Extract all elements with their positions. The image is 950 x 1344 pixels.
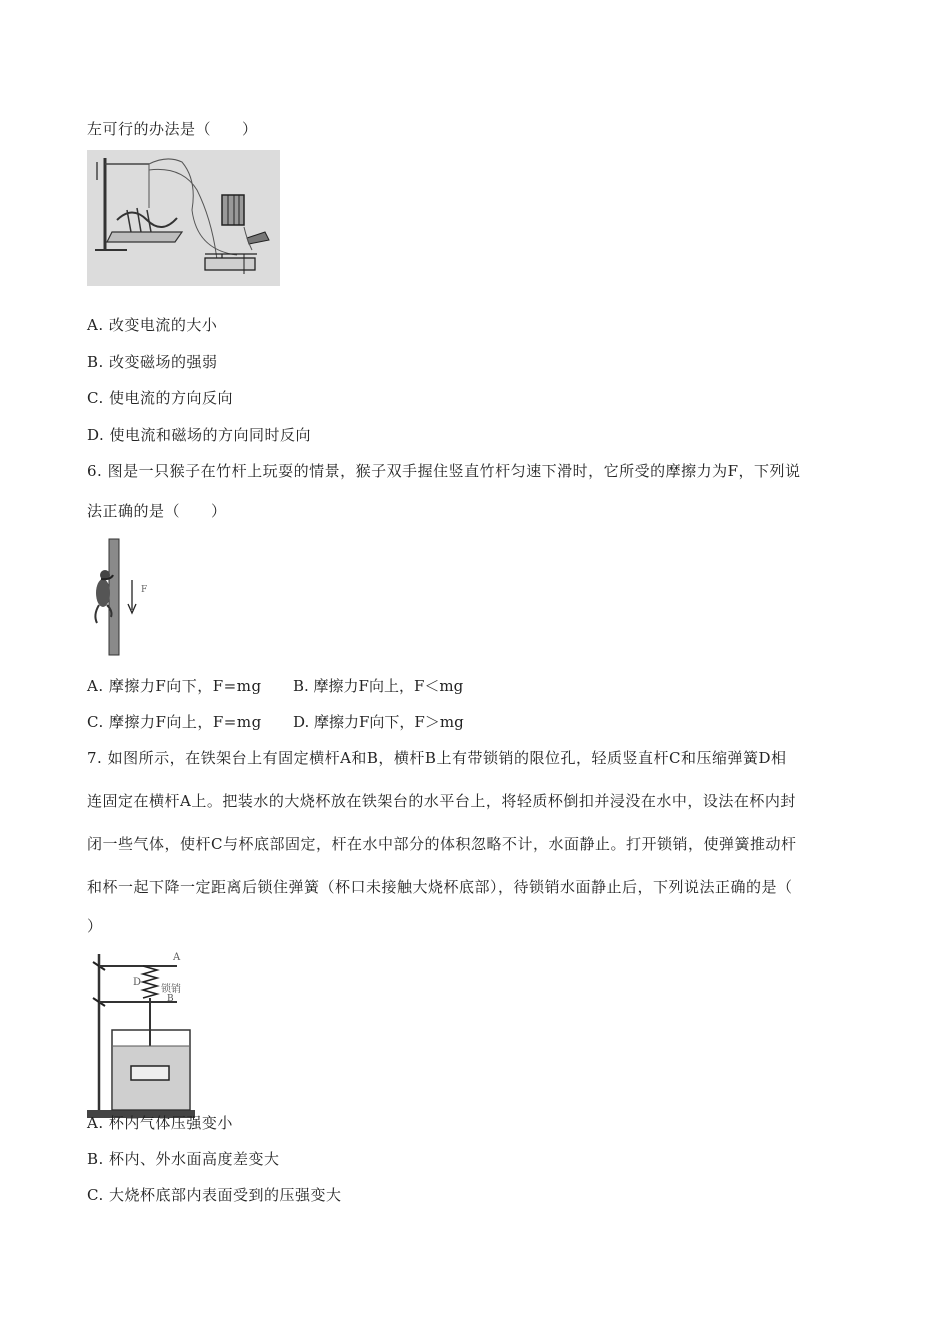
q6-option-b: B. 摩擦力F向上，F＜mg [293,677,464,695]
q7-option-c: C. 大烧杯底部内表面受到的压强变大 [87,1186,342,1204]
q7-stem-line-1: 7. 如图所示，在铁架台上有固定横杆A和B，横杆B上有带锁销的限位孔，轻质竖直杆C和压缩弹簧D相 [87,749,787,767]
q5-option-a: A. 改变电流的大小 [87,316,218,334]
q7-stem-line-5: ） [87,917,103,935]
q7-option-b: B. 杯内、外水面高度差变大 [87,1150,280,1168]
q6-stem-line-2: 法正确的是（ ） [87,502,227,520]
q5-option-b: B. 改变磁场的强弱 [87,353,218,371]
q5-figure-electromagnet-apparatus [87,150,280,290]
q7-option-a: A. 杯内气体压强变小 [87,1114,233,1132]
q7-figure-iron-stand-beaker [87,950,197,1126]
q7-figure-label-b: B [167,994,174,1004]
q7-figure-label-d: D [133,977,142,988]
q6-option-d: D. 摩擦力F向下，F＞mg [293,713,464,731]
q7-figure-label-a: A [173,952,181,963]
q6-figure-force-label: F [141,585,148,595]
q5-stem-tail: 左可行的办法是（ ） [87,120,258,138]
q7-stem-line-4: 和杯一起下降一定距离后锁住弹簧（杯口未接触大烧杯底部），待锁销水面静止后，下列说法正确的是（ [87,878,793,896]
q5-option-c: C. 使电流的方向反向 [87,389,233,407]
q6-stem-line-1: 6. 图是一只猴子在竹杆上玩耍的情景，猴子双手握住竖直竹杆匀速下滑时，它所受的摩擦力为F，下列说 [87,462,801,480]
q7-stem-line-2: 连固定在横杆A上。把装水的大烧杯放在铁架台的水平台上，将轻质杯倒扣并浸没在水中，设法在杯内封 [87,792,796,810]
q6-option-c: C. 摩擦力F向上，F=mg [87,713,262,731]
q7-stem-line-3: 闭一些气体，使杆C与杯底部固定，杆在水中部分的体积忽略不计，水面静止。打开锁销，使弹簧推动杆 [87,835,797,853]
q7-figure-label-lock: 锁销 [161,984,181,995]
q6-figure-monkey-on-pole [87,535,167,661]
q6-option-a: A. 摩擦力F向下，F=mg [87,677,262,695]
q5-option-d: D. 使电流和磁场的方向同时反向 [87,426,312,444]
